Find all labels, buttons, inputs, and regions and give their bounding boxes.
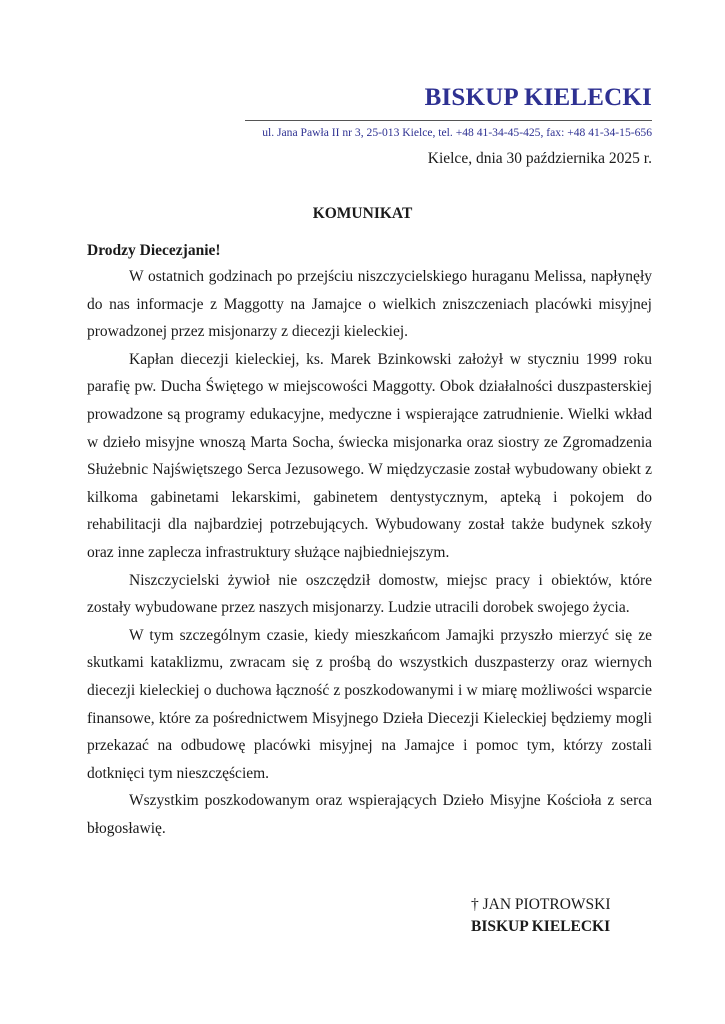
paragraph: Kapłan diecezji kieleckiej, ks. Marek Bzinkowski założył w styczniu 1999 roku parafię pw. Ducha Świętego w miejscowości Maggotty. Obok działalności duszpasterskiej prowadzone są programy edukacyjne, medyczne i wspierające zatrudnienie. Wielki wkład w dzieło misyjne wnoszą Marta Socha, świecka misjonarka oraz siostry ze Zgromadzenia Służebnic Najświętszego Serca Jezusowego. W międzyczasie został wybudowany obiekt z kilkoma gabinetami lekarskimi, gabinetem dentystycznym, apteką i pokojem do rehabilitacji dla najbardziej potrzebujących. Wybudowany został także budynek szkoły oraz inne zaplecza infrastruktury służące najbiedniejszym. [87, 350, 652, 561]
document-title: KOMUNIKAT [312, 205, 413, 222]
paragraph: Wszystkim poszkodowanym oraz wspierających Dzieło Misyjne Kościoła z serca błogosławię. [87, 792, 652, 837]
letterhead-title: BISKUP KIELECKI [424, 84, 652, 111]
signature-block [471, 894, 611, 938]
paragraph: Niszczycielski żywioł nie oszczędził domostw, miejsc pracy i obiektów, które zostały wybudowane przez naszych misjonarzy. Ludzie utracili dorobek swojego życia. [87, 571, 652, 617]
letterhead-divider [245, 120, 652, 121]
salutation: Drodzy Diecezjanie! [87, 242, 221, 259]
date-line: Kielce, dnia 30 października 2025 r. [427, 150, 652, 167]
signatory-name: † JAN PIOTROWSKI [471, 896, 611, 913]
paragraph: W ostatnich godzinach po przejściu niszczycielskiego huraganu Melissa, napłynęły do nas informacje z Maggotty na Jamajce o wielkich zniszczeniach placówki misyjnej prowadzonej przez misjonarzy z diecezji kieleckiej. [87, 268, 652, 341]
paragraph: W tym szczególnym czasie, kiedy mieszkańcom Jamajki przyszło mierzyć się ze skutkami kataklizmu, zwracam się z prośbą do wszystkich duszpasterzy oraz wiernych diecezji kieleckiej o duchowa łączność z poszkodowanymi i w miarę możliwości wsparcie finansowe, które za pośrednictwem Misyjnego Dzieła Diecezji Kieleckiej będziemy mogli przekazać na odbudowę placówki misyjnej na Jamajce i pomoc tym, którzy zostali dotknięci tym nieszczęściem. [87, 626, 652, 782]
letterhead-address: ul. Jana Pawła II nr 3, 25-013 Kielce, tel. +48 41-34-45-425, fax: +48 41-34-15-656 [262, 126, 652, 139]
signatory-title: BISKUP KIELECKI [471, 918, 611, 935]
letter-body [87, 263, 652, 842]
